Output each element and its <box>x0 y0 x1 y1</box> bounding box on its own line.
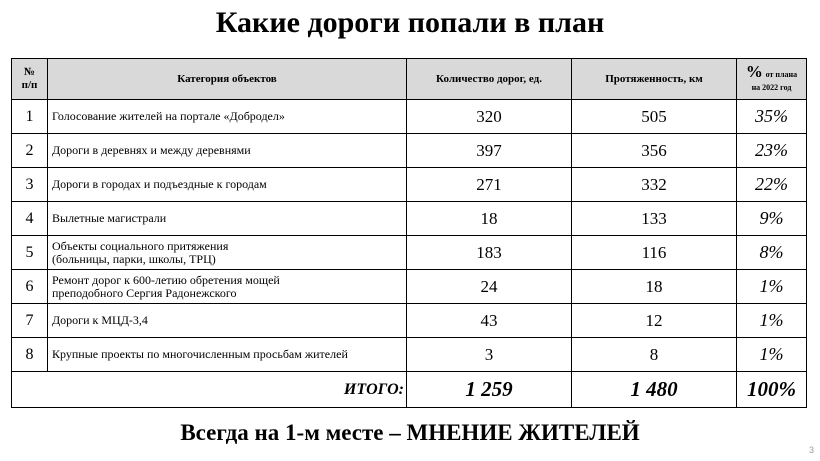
row-percent: 9% <box>737 202 807 236</box>
total-percent: 100% <box>737 372 807 408</box>
row-length: 116 <box>572 236 737 270</box>
row-count: 271 <box>407 168 572 202</box>
category-line2: (больницы, парки, школы, ТРЦ) <box>52 251 216 266</box>
row-count: 3 <box>407 338 572 372</box>
category-line1: Дороги в городах и подъездные к городам <box>52 177 267 191</box>
page-number: 3 <box>808 445 814 455</box>
row-count: 183 <box>407 236 572 270</box>
row-category <box>48 168 407 202</box>
row-length: 12 <box>572 304 737 338</box>
row-length: 332 <box>572 168 737 202</box>
row-length: 356 <box>572 134 737 168</box>
row-category <box>48 236 407 270</box>
row-number: 5 <box>12 236 48 270</box>
row-count: 320 <box>407 100 572 134</box>
category-line1: Ремонт дорог к 600-летию обретения мощей <box>52 272 280 287</box>
row-category <box>48 270 407 304</box>
row-category <box>48 338 407 372</box>
category-line1: Вылетные магистрали <box>52 211 167 225</box>
total-count: 1 259 <box>407 372 572 408</box>
header-num-line2: п/п <box>21 79 38 91</box>
header-category: Категория объектов <box>48 59 407 100</box>
row-count: 397 <box>407 134 572 168</box>
table-row <box>12 338 807 372</box>
page-title: Какие дороги попали в план <box>215 6 605 39</box>
row-number: 7 <box>12 304 48 338</box>
row-length: 505 <box>572 100 737 134</box>
header-percent-note1: от плана <box>765 69 798 79</box>
row-category <box>48 134 407 168</box>
row-count: 18 <box>407 202 572 236</box>
row-count: 43 <box>407 304 572 338</box>
row-length: 8 <box>572 338 737 372</box>
row-category <box>48 304 407 338</box>
header-count: Количество дорог, ед. <box>407 59 572 100</box>
table-row <box>12 270 807 304</box>
table-row <box>12 100 807 134</box>
header-num-line1: № <box>23 66 36 78</box>
header-percent <box>737 59 807 100</box>
row-category <box>48 100 407 134</box>
row-length: 18 <box>572 270 737 304</box>
total-label: ИТОГО: <box>12 372 407 408</box>
header-num <box>12 59 48 100</box>
table-row <box>12 236 807 270</box>
category-line1: Объекты социального притяжения <box>52 238 229 253</box>
header-length: Протяженность, км <box>572 59 737 100</box>
row-number: 8 <box>12 338 48 372</box>
row-percent: 23% <box>737 134 807 168</box>
category-line1: Дороги в деревнях и между деревнями <box>52 143 251 157</box>
row-number: 2 <box>12 134 48 168</box>
header-percent-note2: на 2022 год <box>751 82 792 92</box>
row-percent: 22% <box>737 168 807 202</box>
category-line1: Дороги к МЦД-3,4 <box>52 313 148 327</box>
row-percent: 1% <box>737 270 807 304</box>
row-number: 1 <box>12 100 48 134</box>
row-percent: 8% <box>737 236 807 270</box>
table-row <box>12 304 807 338</box>
row-percent: 1% <box>737 304 807 338</box>
table-row <box>12 168 807 202</box>
header-percent-sign: % <box>745 61 763 81</box>
row-category <box>48 202 407 236</box>
total-length: 1 480 <box>572 372 737 408</box>
roads-plan-table <box>11 58 807 408</box>
category-line2: преподобного Сергия Радонежского <box>52 285 237 300</box>
row-length: 133 <box>572 202 737 236</box>
table-header-row <box>12 59 807 100</box>
row-count: 24 <box>407 270 572 304</box>
table-body <box>12 100 807 408</box>
row-number: 6 <box>12 270 48 304</box>
table-row <box>12 202 807 236</box>
row-number: 4 <box>12 202 48 236</box>
row-number: 3 <box>12 168 48 202</box>
total-row <box>12 372 807 408</box>
category-line1: Голосование жителей на портале «Добродел» <box>52 109 285 123</box>
row-percent: 1% <box>737 338 807 372</box>
category-line1: Крупные проекты по многочисленным просьбам жителей <box>52 347 348 361</box>
footer-slogan: Всегда на 1-м месте – МНЕНИЕ ЖИТЕЛЕЙ <box>180 420 640 445</box>
row-percent: 35% <box>737 100 807 134</box>
table-row <box>12 134 807 168</box>
